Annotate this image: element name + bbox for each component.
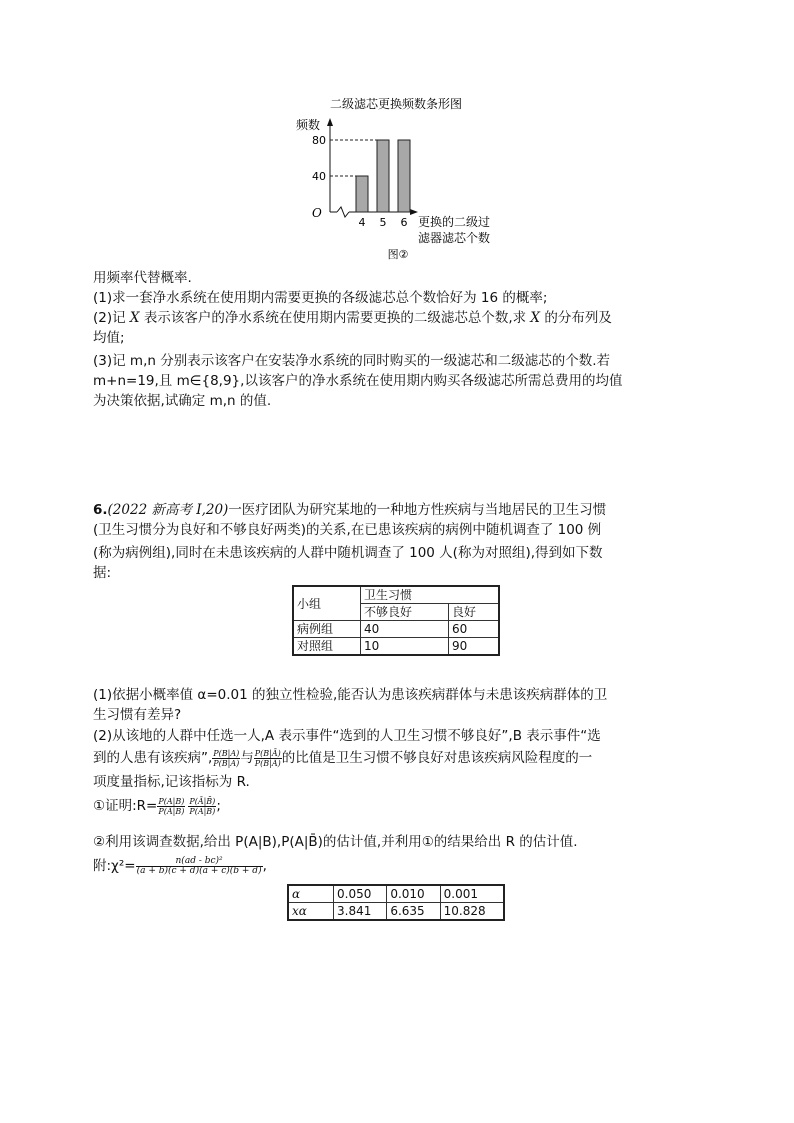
table-row [288, 903, 504, 921]
cell-value: 90 [449, 638, 499, 656]
x-axis-label-line1: 更换的二级过 [418, 215, 491, 229]
question-6-text: 一医疗团队为研究某地的一种地方性疾病与当地居民的卫生习惯 [228, 502, 607, 518]
part-2-text-b: 与 [240, 750, 254, 766]
fraction-1: $\frac{P(B|A)}{P(B̄|A)}$ [213, 748, 240, 768]
q2-part-c: 表示该客户的净水系统在使用期内需要更换的二级滤芯总个数,求 [139, 310, 531, 326]
row-name: 对照组 [293, 638, 361, 656]
cell-value: 40 [361, 621, 449, 638]
part-2-text-a: 到的人患有该疾病”, [93, 750, 213, 766]
y-axis-arrow [327, 118, 333, 126]
chart-title: 二级滤芯更换频数条形图 [329, 97, 463, 111]
x-tick-label: 6 [400, 216, 408, 229]
question-2-cont: 均值; [93, 330, 125, 346]
table-row [288, 885, 504, 903]
appendix-formula: 附:χ²= $\frac{\text{n(ad - bc)²}}{(a + b)(c + d)(a + c)(b + d)}$ , [93, 855, 267, 876]
text-line-1: 用频率代替概率. [93, 270, 192, 286]
chi-square-fraction: $\frac{\text{n(ad - bc)²}}{(a + b)(c + d)(a + c)(b + d)}$ [136, 855, 262, 876]
alpha-value: 0.010 [387, 885, 440, 903]
habit-header: 卫生习惯 [361, 586, 500, 604]
x-tick-label: 5 [379, 216, 387, 229]
part-1-line-1: (1)依据小概率值 α=0.01 的独立性检验,能否认为患该疾病群体与未患该疾病群体的卫 [93, 687, 608, 703]
col-good: 良好 [449, 604, 499, 621]
alpha-value: 0.050 [334, 885, 387, 903]
question-6-line-2: (卫生习惯分为良好和不够良好两类)的关系,在已患该疾病的病例中随机调查了 100 例 [93, 522, 602, 538]
critical-value-table [287, 884, 505, 921]
chart-caption: 图② [387, 248, 409, 261]
x-axis-label-line2: 滤器滤芯个数 [418, 231, 491, 245]
question-6-line-3: (称为病例组),同时在未患该疾病的人群中随机调查了 100 人(称为对照组),得到如下数 [93, 545, 603, 561]
alpha-value: 0.001 [440, 885, 504, 903]
appendix-label: 附:χ²= [93, 858, 136, 874]
q2-var-x2: X [530, 310, 541, 326]
y-axis-label: 频数 [296, 118, 321, 132]
question-1: (1)求一套净水系统在使用期内需要更换的各级滤芯总个数恰好为 16 的概率; [93, 290, 548, 306]
axis-break [337, 207, 349, 217]
question-3: (3)记 m,n 分别表示该客户在安装净水系统的同时购买的一级滤芯和二级滤芯的个数.若 [93, 353, 610, 369]
question-6-source: (2022 新高考 Ⅰ,20) [107, 502, 229, 518]
part-2-line-3: 项度量指标,记该指标为 R. [93, 774, 250, 790]
x-axis-arrow [410, 209, 418, 215]
y-tick-label: 80 [312, 134, 326, 147]
question-6-line-1 [93, 500, 606, 520]
table-row [293, 621, 499, 638]
survey-table [292, 585, 500, 656]
group-header: 小组 [293, 586, 361, 621]
fraction-r2: $\frac{P(Ā|B̄)}{P(A|B̄)}$ [189, 796, 216, 816]
proof-text: ①证明:R= [93, 798, 158, 814]
question-2 [93, 308, 612, 328]
x-alpha-header: xα [288, 903, 334, 921]
x-tick-label: 4 [358, 216, 366, 229]
bar-5 [377, 140, 389, 212]
bar-6 [398, 140, 410, 212]
part-2-proof: ①证明:R= $\frac{P(A|B)}{P(Ā|B)}$ $\frac{P(Ā|B̄)}{P(A|B̄)}$ ; [93, 796, 221, 816]
y-tick-label: 40 [312, 170, 326, 183]
row-name: 病例组 [293, 621, 361, 638]
part-2-estimate: ②利用该调查数据,给出 P(A|B),P(A|B̄)的估计值,并利用①的结果给出 R 的估计值. [93, 834, 578, 850]
alpha-header: α [288, 885, 334, 903]
fraction-r1: $\frac{P(A|B)}{P(Ā|B)}$ [158, 796, 185, 816]
part-1-line-2: 生习惯有差异? [93, 707, 182, 723]
part-2-text-c: 的比值是卫生习惯不够良好对患该疾病风险程度的一 [281, 750, 593, 766]
cell-value: 10 [361, 638, 449, 656]
question-6-line-4: 据: [93, 565, 112, 581]
x-alpha-value: 3.841 [334, 903, 387, 921]
x-alpha-value: 10.828 [440, 903, 504, 921]
q2-part-a: (2)记 [93, 310, 130, 326]
bar-chart [290, 92, 520, 264]
table-row [293, 638, 499, 656]
fraction-2: $\frac{P(B|Ā)}{P(B̄|Ā)}$ [254, 748, 281, 768]
bar-4 [356, 176, 368, 212]
part-2-line-2 [93, 748, 592, 768]
question-6-number: 6. [93, 502, 108, 518]
x-alpha-value: 6.635 [387, 903, 440, 921]
cell-value: 60 [449, 621, 499, 638]
col-not-good: 不够良好 [361, 604, 449, 621]
q2-part-e: 的分布列及 [540, 310, 612, 326]
q2-var-x: X [129, 310, 140, 326]
part-2-line-1: (2)从该地的人群中任选一人,A 表示事件“选到的人卫生习惯不够良好”,B 表示事件“选 [93, 728, 601, 744]
question-3-cont1: m+n=19,且 m∈{8,9},以该客户的净水系统在使用期内购买各级滤芯所需总费用的均值 [93, 373, 623, 389]
question-3-cont2: 为决策依据,试确定 m,n 的值. [93, 393, 272, 409]
origin-label: O [312, 206, 322, 220]
